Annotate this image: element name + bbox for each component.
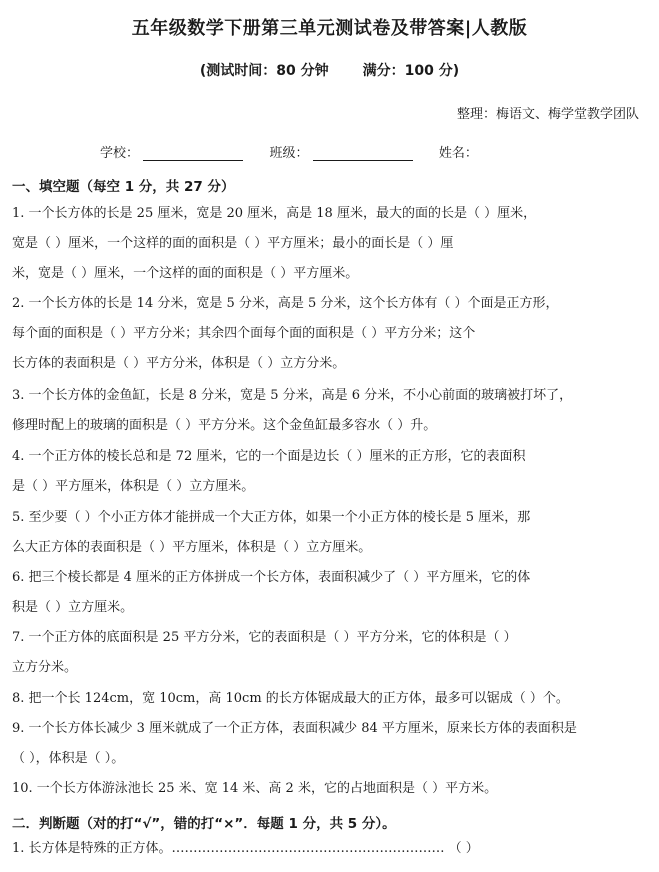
question-2	[12, 289, 647, 379]
class-blank[interactable]	[313, 146, 413, 161]
school-label: 学校：	[100, 146, 140, 161]
editor-credit: 整理：梅语文、梅学堂教学团队	[456, 107, 639, 122]
name-label: 姓名：	[438, 146, 478, 161]
question-6	[12, 563, 647, 623]
question-line: 每个面的面积是（ ）平方分米；其余四个面每个面的面积是（ ）平方分米；这个	[12, 326, 476, 341]
question-10	[12, 774, 647, 804]
question-line: 9. 一个长方体长减少 3 厘米就成了一个正方体，表面积减少 84 平方厘米，原来长方体的表面积是	[12, 721, 577, 736]
question-line: 8. 把一个长 124cm，宽 10cm，高 10cm 的长方体锯成最大的正方体，最多可以锯成（ ）个。	[12, 691, 569, 706]
question-3	[12, 381, 647, 441]
question-line: 4. 一个正方体的棱长总和是 72 厘米，它的一个面是边长（ ）厘米的正方形，它的表面积	[12, 449, 526, 464]
student-info-row	[100, 142, 478, 161]
question-line: 1. 一个长方体的长是 25 厘米，宽是 20 厘米，高是 18 厘米，最大的面的长是（ ）厘米，	[12, 206, 537, 221]
question-line: 宽是（ ）厘米，一个这样的面的面积是（ ）平方厘米；最小的面长是（ ）厘	[12, 236, 454, 251]
question-1	[12, 199, 647, 289]
question-line: 是（ ）平方厘米，体积是（ ）立方厘米。	[12, 479, 255, 494]
question-line: 6. 把三个棱长都是 4 厘米的正方体拼成一个长方体，表面积减少了（ ）平方厘米，它的体	[12, 570, 531, 585]
question-line: 么大正方体的表面积是（ ）平方厘米，体积是（ ）立方厘米。	[12, 540, 372, 555]
question-line: 10. 一个长方体游泳池长 25 米、宽 14 米、高 2 米，它的占地面积是（ ）平方米。	[12, 781, 498, 796]
question-line: 米，宽是（ ）厘米，一个这样的面的面积是（ ）平方厘米。	[12, 266, 359, 281]
question-line: 修理时配上的玻璃的面积是（ ）平方分米。这个金鱼缸最多容水（ ）升。	[12, 418, 437, 433]
question-line: （ ），体积是（ ）。	[12, 751, 125, 766]
question-7	[12, 623, 647, 683]
exam-time-and-score: (测试时间：80 分钟 满分：100 分)	[199, 63, 460, 79]
school-blank[interactable]	[143, 146, 243, 161]
question-line: 积是（ ）立方厘米。	[12, 600, 134, 615]
judgment-question-1	[12, 834, 647, 864]
question-8	[12, 684, 647, 714]
question-line: 5. 至少要（ ）个小正方体才能拼成一个大正方体，如果一个小正方体的棱长是 5 厘米，那	[12, 510, 531, 525]
class-label: 班级：	[269, 146, 309, 161]
question-line: 2. 一个长方体的长是 14 分米，宽是 5 分米，高是 5 分米，这个长方体有（ ）个面是正方形，	[12, 296, 559, 311]
question-5	[12, 503, 647, 563]
question-line: 立方分米。	[12, 660, 78, 675]
question-9	[12, 714, 647, 774]
question-line: 7. 一个正方体的底面积是 25 平方分米，它的表面积是（ ）平方分米，它的体积是（ ）	[12, 630, 517, 645]
page-title: 五年级数学下册第三单元测试卷及带答案|人教版	[131, 18, 528, 39]
section-heading-fill-in: 一、填空题（每空 1 分，共 27 分）	[12, 179, 235, 195]
question-line: 3. 一个长方体的金鱼缸，长是 8 分米，宽是 5 分米，高是 6 分米，不小心前面的玻璃被打坏了，	[12, 388, 573, 403]
question-line: 长方体的表面积是（ ）平方分米，体积是（ ）立方分米。	[12, 356, 346, 371]
section-heading-judgment: 二．判断题（对的打“√”，错的打“×”．每题 1 分，共 5 分）。	[12, 816, 396, 832]
question-4	[12, 442, 647, 502]
question-line: 1. 长方体是特殊的正方体。……………………………………………………… （ ）	[12, 841, 479, 856]
